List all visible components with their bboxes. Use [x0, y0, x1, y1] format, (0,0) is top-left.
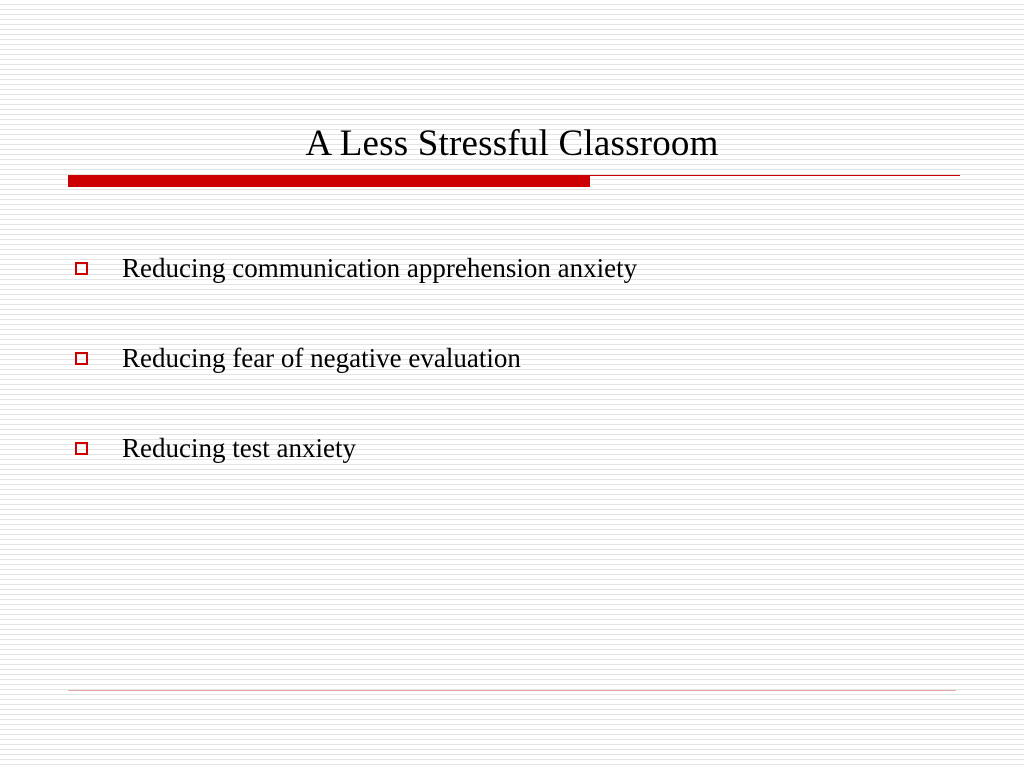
bullet-item [75, 248, 637, 288]
hollow-square-bullet-icon [75, 352, 88, 365]
bullet-item [75, 338, 521, 378]
bullet-text: Reducing test anxiety [122, 433, 356, 463]
bullet-text: Reducing communication apprehension anxiety [122, 253, 638, 283]
bullet-text: Reducing fear of negative evaluation [122, 343, 521, 373]
hollow-square-bullet-icon [75, 442, 88, 455]
hollow-square-bullet-icon [75, 262, 88, 275]
slide-title: A Less Stressful Classroom [305, 123, 719, 164]
bullet-item [75, 428, 356, 468]
footer-divider [68, 690, 956, 691]
